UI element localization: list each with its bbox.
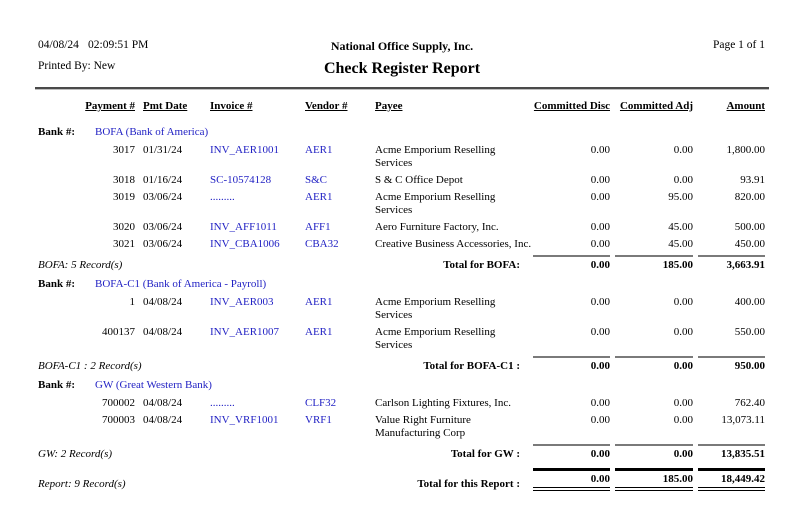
pmt-date: 04/08/24	[143, 296, 183, 308]
committed-disc: 0.00	[590, 174, 610, 186]
committed-disc: 0.00	[590, 296, 610, 308]
bank-name-link[interactable]: BOFA (Bank of America)	[95, 126, 209, 138]
pmt-date: 03/06/24	[143, 191, 183, 203]
committed-adj: 0.00	[673, 296, 693, 308]
bank-header-gw	[38, 379, 766, 392]
payment-number: 700003	[102, 414, 135, 426]
report-total-row	[38, 468, 766, 491]
invoice-link[interactable]: INV_CBA1006	[210, 238, 280, 250]
payment-number: 400137	[102, 326, 135, 338]
table-row	[38, 397, 766, 410]
bank-number-label: Bank #:	[38, 126, 75, 138]
committed-adj: 0.00	[673, 174, 693, 186]
invoice-link[interactable]: INV_AER1001	[210, 144, 280, 156]
payment-number: 3019	[113, 191, 135, 203]
col-amount: Amount	[726, 100, 765, 112]
payment-number: 700002	[102, 397, 135, 409]
amount: 93.91	[740, 174, 765, 186]
col-committed-disc: Committed Disc	[533, 100, 610, 112]
print-time: 02:09:51 PM	[88, 39, 149, 51]
committed-disc: 0.00	[590, 144, 610, 156]
table-row	[38, 191, 766, 217]
committed-adj: 45.00	[668, 221, 693, 233]
payee-name: Carlson Lighting Fixtures, Inc.	[375, 397, 511, 409]
payee-name: Acme Emporium Reselling Services	[375, 296, 496, 321]
record-count: BOFA: 5 Record(s)	[38, 259, 123, 271]
amount: 550.00	[734, 326, 765, 338]
bank-number-label: Bank #:	[38, 379, 75, 391]
vendor-link[interactable]: AER1	[305, 296, 333, 308]
total-label: Total for GW :	[450, 448, 520, 460]
payee-name: Aero Furniture Factory, Inc.	[375, 221, 499, 233]
col-committed-adj: Committed Adj	[619, 100, 693, 112]
section-total-gw	[38, 444, 766, 461]
payee-name: Creative Business Accessories, Inc.	[375, 238, 532, 250]
vendor-link[interactable]: CLF32	[305, 397, 337, 409]
table-row	[38, 238, 766, 251]
bank-name-link[interactable]: GW (Great Western Bank)	[95, 379, 212, 391]
section-total-bofa	[38, 255, 766, 272]
vendor-link[interactable]: VRF1	[305, 414, 332, 426]
report-total-amount: 18,449.42	[698, 468, 765, 491]
amount: 13,073.11	[721, 414, 765, 426]
pmt-date: 04/08/24	[143, 326, 183, 338]
payee-name: Value Right Furniture Manufacturing Corp	[375, 414, 471, 439]
vendor-link[interactable]: S&C	[305, 174, 328, 186]
invoice-link[interactable]: INV_AER1007	[210, 326, 280, 338]
bank-header-bofa-c1	[38, 278, 766, 291]
amount: 450.00	[734, 238, 765, 250]
invoice-link[interactable]: INV_VRF1001	[210, 414, 279, 426]
payee-name: Acme Emporium Reselling Services	[375, 191, 496, 216]
pmt-date: 04/08/24	[143, 397, 183, 409]
invoice-link[interactable]: .........	[210, 191, 235, 203]
pmt-date: 01/16/24	[143, 174, 183, 186]
invoice-link[interactable]: INV_AFF1011	[210, 221, 277, 233]
col-invoice: Invoice #	[210, 100, 253, 112]
committed-adj: 95.00	[668, 191, 693, 203]
pmt-date: 03/06/24	[143, 238, 183, 250]
record-count: BOFA-C1 : 2 Record(s)	[38, 360, 142, 372]
committed-adj: 0.00	[673, 397, 693, 409]
committed-adj: 0.00	[673, 326, 693, 338]
report-total-disc: 0.00	[533, 468, 610, 491]
col-payee: Payee	[375, 100, 403, 112]
table-row	[38, 144, 766, 170]
committed-disc: 0.00	[590, 191, 610, 203]
report-record-count: Report: 9 Record(s)	[38, 478, 126, 490]
invoice-link[interactable]: INV_AER003	[210, 296, 274, 308]
committed-adj: 0.00	[673, 414, 693, 426]
report-table	[38, 100, 766, 497]
bank-header-bofa	[38, 126, 766, 139]
pmt-date: 01/31/24	[143, 144, 183, 156]
table-row	[38, 326, 766, 352]
pmt-date: 03/06/24	[143, 221, 183, 233]
report-total-label: Total for this Report :	[417, 478, 520, 490]
section-total-bofa-c1	[38, 356, 766, 373]
total-disc: 0.00	[533, 444, 610, 461]
amount: 500.00	[734, 221, 765, 233]
payment-number: 3017	[113, 144, 135, 156]
total-amount: 950.00	[698, 356, 765, 373]
report-title: Check Register Report	[323, 60, 481, 77]
pmt-date: 04/08/24	[143, 414, 183, 426]
committed-disc: 0.00	[590, 221, 610, 233]
col-payment: Payment #	[85, 100, 135, 112]
header-divider	[35, 87, 769, 90]
total-disc: 0.00	[533, 356, 610, 373]
payment-number: 3021	[113, 238, 135, 250]
committed-adj: 0.00	[673, 144, 693, 156]
total-label: Total for BOFA:	[443, 259, 520, 271]
page-number: Page 1 of 1	[712, 39, 765, 51]
bank-number-label: Bank #:	[38, 278, 75, 290]
print-date: 04/08/24	[38, 39, 79, 51]
bank-name-link[interactable]: BOFA-C1 (Bank of America - Payroll)	[95, 278, 267, 290]
amount: 820.00	[734, 191, 765, 203]
column-header-row	[38, 100, 766, 113]
col-pmt-date: Pmt Date	[143, 100, 188, 112]
vendor-link[interactable]: AER1	[305, 191, 333, 203]
committed-disc: 0.00	[590, 238, 610, 250]
total-amount: 3,663.91	[698, 255, 765, 272]
table-row	[38, 221, 766, 234]
vendor-link[interactable]: CBA32	[305, 238, 339, 250]
col-vendor: Vendor #	[305, 100, 348, 112]
payment-number: 1	[129, 296, 135, 308]
amount: 1,800.00	[726, 144, 765, 156]
vendor-link[interactable]: AER1	[305, 144, 333, 156]
committed-disc: 0.00	[590, 414, 610, 426]
table-row	[38, 174, 766, 187]
report-total-adj: 185.00	[615, 468, 693, 491]
payment-number: 3018	[113, 174, 135, 186]
total-adj: 0.00	[615, 444, 693, 461]
amount: 400.00	[734, 296, 765, 308]
invoice-link[interactable]: SC-10574128	[210, 174, 272, 186]
payee-name: Acme Emporium Reselling Services	[375, 326, 496, 351]
payee-name: Acme Emporium Reselling Services	[375, 144, 496, 169]
vendor-link[interactable]: AFF1	[305, 221, 331, 233]
committed-disc: 0.00	[590, 397, 610, 409]
total-label: Total for BOFA-C1 :	[423, 360, 520, 372]
total-adj: 0.00	[615, 356, 693, 373]
vendor-link[interactable]: AER1	[305, 326, 333, 338]
printed-by: Printed By: New	[38, 60, 116, 72]
company-name: National Office Supply, Inc.	[330, 39, 474, 53]
total-disc: 0.00	[533, 255, 610, 272]
payee-name: S & C Office Depot	[375, 174, 463, 186]
invoice-link[interactable]: .........	[210, 397, 235, 409]
table-row	[38, 414, 766, 440]
committed-adj: 45.00	[668, 238, 693, 250]
table-row	[38, 296, 766, 322]
payment-number: 3020	[113, 221, 135, 233]
amount: 762.40	[734, 397, 765, 409]
total-adj: 185.00	[615, 255, 693, 272]
record-count: GW: 2 Record(s)	[38, 448, 113, 460]
total-amount: 13,835.51	[698, 444, 765, 461]
committed-disc: 0.00	[590, 326, 610, 338]
